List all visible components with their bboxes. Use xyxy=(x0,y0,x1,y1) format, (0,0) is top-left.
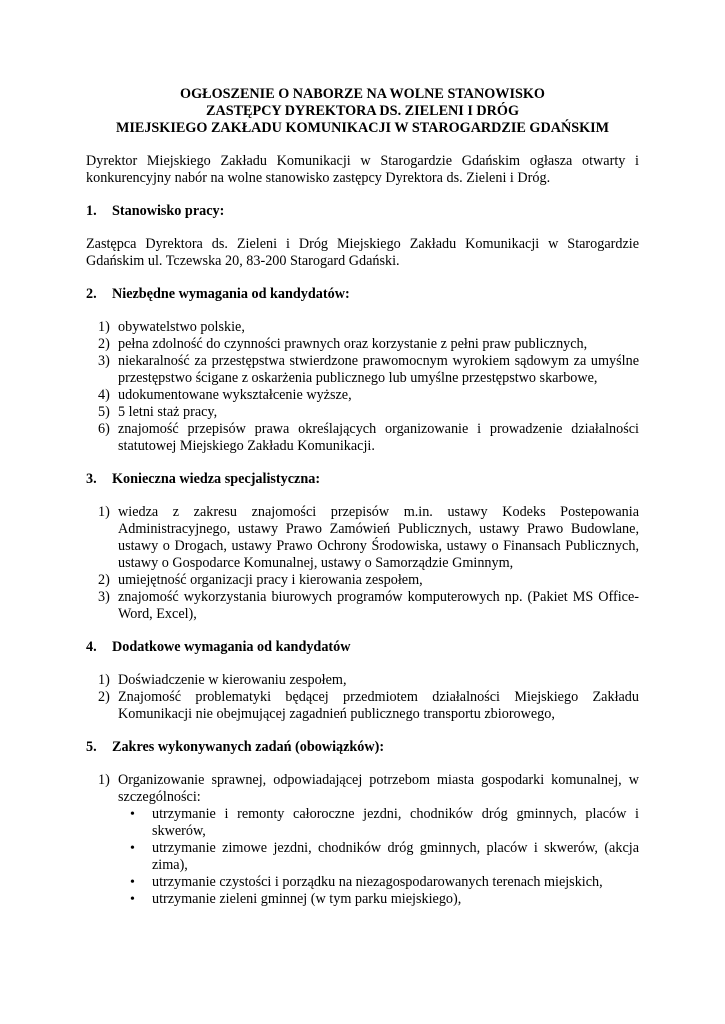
item-text: znajomość wykorzystania biurowych programów komputerowych np. (Pakiet MS Office-Word, Excel), xyxy=(118,589,639,622)
section-additional-requirements xyxy=(86,639,639,723)
intro-paragraph: Dyrektor Miejskiego Zakładu Komunikacji w Starogardzie Gdańskim ogłasza otwarty i konkurencyjny nabór na wolne stanowisko zastępcy Dyrektora ds. Zieleni i Dróg. xyxy=(86,153,639,186)
list-item xyxy=(98,404,639,421)
item-text: niekaralność za przestępstwa stwierdzone prawomocnym wyrokiem sądowym za umyślne przestępstwo ścigane z oskarżenia publicznego lub umyślne przestępstwo skarbowe, xyxy=(118,353,639,386)
bullet-item xyxy=(130,806,639,840)
section-required-qualifications xyxy=(86,286,639,455)
item-text: Znajomość problematyki będącej przedmiotem działalności Miejskiego Zakładu Komunikacji nie obejmującej zagadnień publicznego transportu zbiorowego, xyxy=(118,689,639,722)
additional-requirements-list xyxy=(86,672,639,723)
knowledge-list xyxy=(86,504,639,623)
section-heading xyxy=(86,639,639,656)
item-text: znajomość przepisów prawa określających organizowanie i prowadzenie działalności statutowej Miejskiego Zakładu Komunikacji. xyxy=(118,421,639,454)
item-text: Doświadczenie w kierowaniu zespołem, xyxy=(118,672,347,688)
section-heading xyxy=(86,203,639,220)
item-number: 3) xyxy=(98,589,110,605)
section-number: 4. xyxy=(86,639,97,655)
item-number: 1) xyxy=(98,672,110,688)
bullet-icon: • xyxy=(130,807,135,822)
bullet-item xyxy=(130,840,639,874)
requirements-list xyxy=(86,319,639,455)
list-item xyxy=(98,387,639,404)
list-item xyxy=(98,336,639,353)
bullet-item xyxy=(130,891,639,908)
announcement-title xyxy=(86,86,639,137)
section-text: Zastępca Dyrektora ds. Zieleni i Dróg Miejskiego Zakładu Komunikacji w Starogardzie Gdańskim ul. Tczewska 20, 83-200 Starogard Gdański. xyxy=(86,236,639,269)
section-title: Stanowisko pracy: xyxy=(112,203,225,219)
section-heading xyxy=(86,471,639,488)
section-number: 1. xyxy=(86,203,97,219)
item-text: umiejętność organizacji pracy i kierowania zespołem, xyxy=(118,572,423,588)
list-item xyxy=(98,572,639,589)
item-number: 5) xyxy=(98,404,110,420)
section-duties xyxy=(86,739,639,908)
item-number: 6) xyxy=(98,421,110,437)
section-number: 5. xyxy=(86,739,97,755)
section-title: Zakres wykonywanych zadań (obowiązków): xyxy=(112,739,385,755)
item-number: 1) xyxy=(98,772,110,788)
duties-list xyxy=(86,772,639,908)
section-job-position xyxy=(86,203,639,270)
item-number: 4) xyxy=(98,387,110,403)
list-item xyxy=(98,504,639,572)
bullet-text: utrzymanie zimowe jezdni, chodników dróg gminnych, placów i skwerów, (akcja zima), xyxy=(152,840,639,873)
item-text: wiedza z zakresu znajomości przepisów m.in. ustawy Kodeks Postepowania Administracyjnego, ustawy Prawo Zamówień Publicznych, ustawy Prawo Budowlane, ustawy o Drogach, ustawy Prawo Ochrony Środowiska, ustawy o Finansach Publicznych, ustawy o Gospodarce Komunalnej, ustawy o Samorządzie Gminnym, xyxy=(118,504,639,571)
item-number: 1) xyxy=(98,504,110,520)
section-title: Konieczna wiedza specjalistyczna: xyxy=(112,471,321,487)
list-item xyxy=(98,421,639,455)
title-line-2: ZASTĘPCY DYREKTORA DS. ZIELENI I DRÓG xyxy=(206,103,519,119)
section-number: 2. xyxy=(86,286,97,302)
item-text: udokumentowane wykształcenie wyższe, xyxy=(118,387,352,403)
item-number: 2) xyxy=(98,336,110,352)
list-item xyxy=(98,353,639,387)
item-text: Organizowanie sprawnej, odpowiadającej potrzebom miasta gospodarki komunalnej, w szczególności: xyxy=(118,772,639,805)
item-number: 2) xyxy=(98,572,110,588)
bullet-item xyxy=(130,874,639,891)
section-specialist-knowledge xyxy=(86,471,639,623)
section-number: 3. xyxy=(86,471,97,487)
item-text: 5 letni staż pracy, xyxy=(118,404,218,420)
item-text: pełna zdolność do czynności prawnych oraz korzystanie z pełni praw publicznych, xyxy=(118,336,588,352)
bullet-icon: • xyxy=(130,875,135,890)
item-number: 1) xyxy=(98,319,110,335)
bullet-text: utrzymanie czystości i porządku na niezagospodarowanych terenach miejskich, xyxy=(152,874,603,890)
item-text: obywatelstwo polskie, xyxy=(118,319,245,335)
bullet-icon: • xyxy=(130,892,135,907)
section-heading xyxy=(86,286,639,303)
title-line-1: OGŁOSZENIE O NABORZE NA WOLNE STANOWISKO xyxy=(180,86,545,102)
section-title: Niezbędne wymagania od kandydatów: xyxy=(112,286,350,302)
bullet-icon: • xyxy=(130,841,135,856)
item-number: 3) xyxy=(98,353,110,369)
duties-bullet-list xyxy=(118,806,639,908)
bullet-text: utrzymanie zieleni gminnej (w tym parku miejskiego), xyxy=(152,891,462,907)
section-heading xyxy=(86,739,639,756)
list-item xyxy=(98,319,639,336)
section-title: Dodatkowe wymagania od kandydatów xyxy=(112,639,351,655)
list-item xyxy=(98,672,639,689)
item-number: 2) xyxy=(98,689,110,705)
list-item xyxy=(98,772,639,908)
list-item xyxy=(98,589,639,623)
title-line-3: MIEJSKIEGO ZAKŁADU KOMUNIKACJI W STAROGARDZIE GDAŃSKIM xyxy=(115,120,610,136)
bullet-text: utrzymanie i remonty całoroczne jezdni, chodników dróg gminnych, placów i skwerów, xyxy=(152,806,639,839)
list-item xyxy=(98,689,639,723)
